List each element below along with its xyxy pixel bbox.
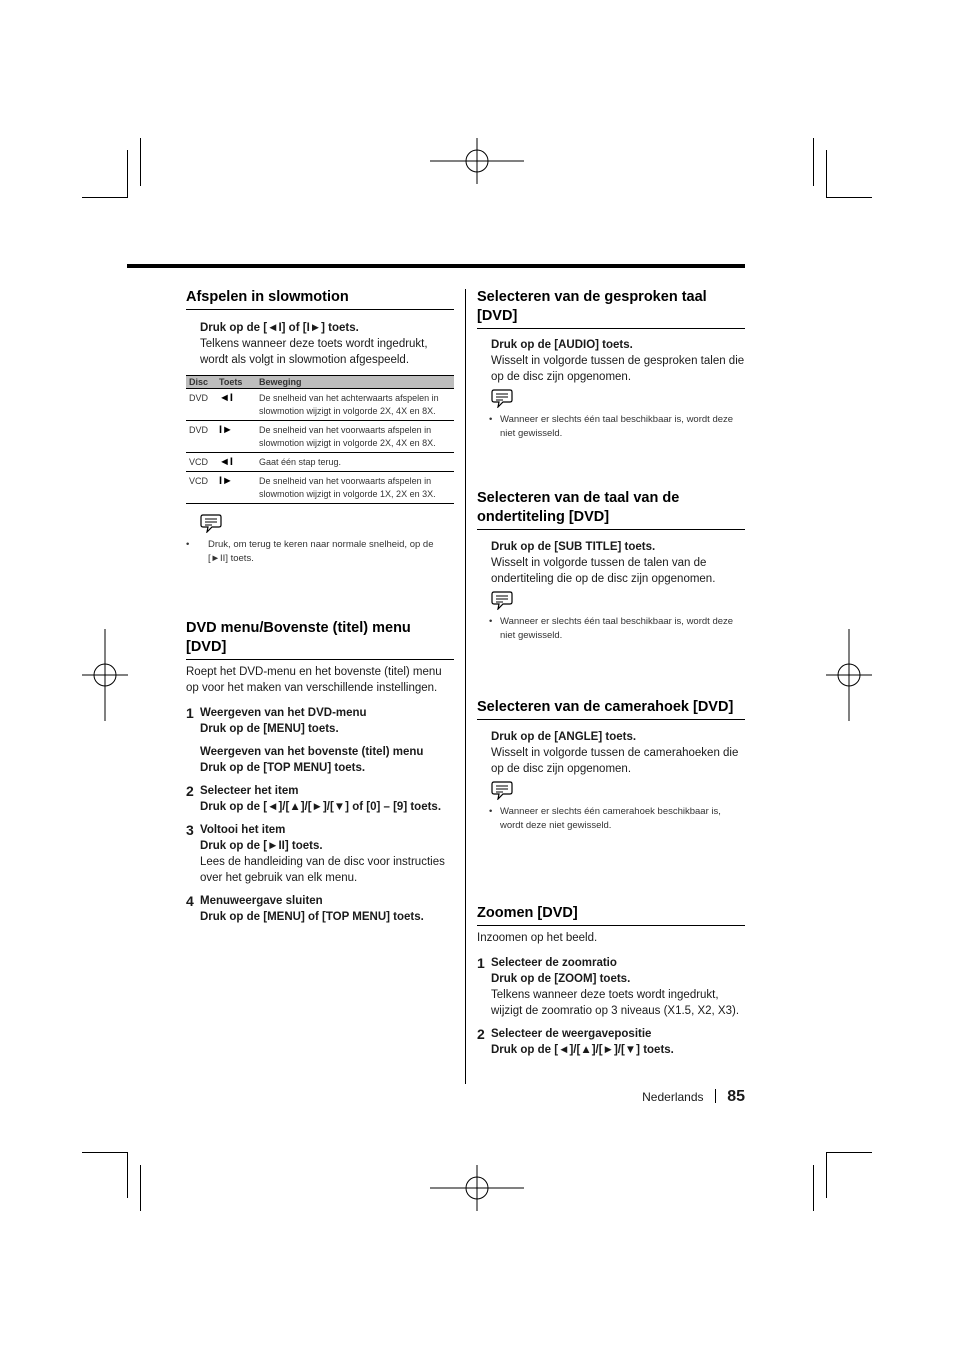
- slowmotion-table: [186, 375, 454, 504]
- cell-disc: VCD: [186, 453, 216, 472]
- step-title: Weergeven van het DVD-menu: [200, 707, 367, 719]
- cell-key: I►: [216, 421, 256, 453]
- note-icon: [491, 780, 745, 805]
- step-1: [186, 705, 454, 737]
- cell-key: ◄I: [216, 453, 256, 472]
- cell-disc: DVD: [186, 389, 216, 421]
- table-header: [186, 376, 454, 389]
- description: Wisselt in volgorde tussen de talen van de ondertiteling die op de disc zijn opgenomen.: [491, 557, 716, 585]
- description: Telkens wanneer deze toets wordt ingedrukt, wordt als volgt in slowmotion afgespeeld.: [200, 338, 428, 366]
- step-title: Weergeven van het bovenste (titel) menu: [200, 746, 424, 758]
- step-title: Menuweergave sluiten: [200, 895, 323, 907]
- intro: Roept het DVD-menu en het bovenste (titel) menu op voor het maken van verschillende instellingen.: [186, 666, 442, 694]
- registration-mark-bottom: [430, 1165, 524, 1211]
- section-audio-language: [477, 288, 745, 441]
- section-title: Zoomen [DVD]: [477, 904, 745, 926]
- section-title: Selecteren van de gesproken taal [DVD]: [477, 288, 745, 329]
- note-content: Wanneer er slechts één taal beschikbaar is, wordt deze niet gewisseld.: [500, 616, 734, 641]
- step-number: 4: [186, 893, 194, 909]
- registration-mark-top: [430, 138, 524, 184]
- note-content: Druk, om terug te keren naar normale snelheid, op de [►II] toets.: [208, 539, 434, 564]
- step-line: Druk op de [►II] toets.: [200, 840, 323, 852]
- step-2: [186, 783, 454, 815]
- cell-movement: De snelheid van het voorwaarts afspelen in slowmotion wijzigt in volgorde 1X, 2X en 3X.: [256, 472, 454, 504]
- step-extra: Lees de handleiding van de disc voor instructies over het gebruik van elk menu.: [200, 856, 445, 884]
- cell-movement: De snelheid van het achterwaarts afspelen in slowmotion wijzigt in volgorde 2X, 4X en 8X.: [256, 389, 454, 421]
- press-instruction: Druk op de [AUDIO] toets.: [491, 339, 633, 351]
- section-title: Selecteren van de taal van de ondertiteling [DVD]: [477, 489, 745, 530]
- section-dvd-menu: [186, 619, 454, 925]
- step-title: Selecteer de zoomratio: [491, 957, 617, 969]
- step-line: Druk op de [◄]/[▲]/[►]/[▼] of [0] – [9] toets.: [200, 801, 442, 813]
- step-line: Druk op de [◄]/[▲]/[►]/[▼] toets.: [491, 1044, 674, 1056]
- note-icon: [491, 590, 745, 615]
- registration-mark-left: [82, 629, 128, 721]
- page-footer: [620, 1088, 745, 1106]
- header-key: Toets: [216, 376, 256, 389]
- cell-movement: Gaat één stap terug.: [256, 453, 454, 472]
- note-icon: [200, 513, 454, 538]
- note-text: • Wanneer er slechts één taal beschikbaar is, wordt deze niet gewisseld.: [477, 615, 745, 643]
- section-title: DVD menu/Bovenste (titel) menu [DVD]: [186, 619, 454, 660]
- table-row: [186, 472, 454, 504]
- press-instruction: Druk op de [ANGLE] toets.: [491, 731, 637, 743]
- table-row: [186, 453, 454, 472]
- header-rule: [127, 264, 745, 268]
- table-row: [186, 421, 454, 453]
- step-1: [477, 955, 745, 1019]
- note-text: • Wanneer er slechts één taal beschikbaar is, wordt deze niet gewisseld.: [477, 413, 745, 441]
- section-title: Selecteren van de camerahoek [DVD]: [477, 698, 745, 720]
- note-icon: [491, 388, 745, 413]
- page-number: 85: [727, 1088, 745, 1105]
- step-extra: Telkens wanneer deze toets wordt ingedrukt, wijzigt de zoomratio op 3 niveaus (X1.5, X2, X3).: [491, 989, 740, 1017]
- section-subtitle-language: [477, 489, 745, 643]
- intro: Inzoomen op het beeld.: [477, 932, 598, 944]
- section-title: Afspelen in slowmotion: [186, 288, 454, 310]
- step-line: Druk op de [ZOOM] toets.: [491, 973, 631, 985]
- description: Wisselt in volgorde tussen de camerahoeken die op de disc zijn opgenomen.: [491, 747, 739, 775]
- note-text: • Druk, om terug te keren naar normale snelheid, op de [►II] toets.: [186, 538, 454, 566]
- cell-disc: DVD: [186, 421, 216, 453]
- step-2: [477, 1026, 745, 1058]
- section-camera-angle: [477, 698, 745, 833]
- header-movement: Beweging: [256, 376, 454, 389]
- press-instruction: Druk op de [◄I] of [I►] toets.: [200, 322, 359, 334]
- note-content: Wanneer er slechts één camerahoek beschikbaar is, wordt deze niet gewisseld.: [500, 806, 721, 831]
- footer-divider: [715, 1089, 716, 1103]
- step-number: 2: [477, 1026, 485, 1042]
- table-row: [186, 389, 454, 421]
- column-divider: [465, 289, 466, 1084]
- section-slowmotion: [186, 288, 454, 566]
- step-line: Druk op de [MENU] toets.: [200, 723, 339, 735]
- description: Wisselt in volgorde tussen de gesproken talen die op de disc zijn opgenomen.: [491, 355, 745, 383]
- footer-language: Nederlands: [642, 1090, 704, 1104]
- cell-key: I►: [216, 472, 256, 504]
- note-content: Wanneer er slechts één taal beschikbaar is, wordt deze niet gewisseld.: [500, 414, 734, 439]
- cell-disc: VCD: [186, 472, 216, 504]
- step-line: Druk op de [MENU] of [TOP MENU] toets.: [200, 911, 424, 923]
- step-line: Druk op de [TOP MENU] toets.: [200, 762, 366, 774]
- step-1b: [186, 744, 454, 776]
- step-title: Voltooi het item: [200, 824, 286, 836]
- step-number: 2: [186, 783, 194, 799]
- press-instruction: Druk op de [SUB TITLE] toets.: [491, 541, 656, 553]
- header-disc: Disc: [186, 376, 216, 389]
- step-title: Selecteer de weergavepositie: [491, 1028, 652, 1040]
- section-zoom: [477, 904, 745, 1058]
- step-title: Selecteer het item: [200, 785, 299, 797]
- registration-mark-right: [826, 629, 872, 721]
- step-number: 1: [186, 705, 194, 721]
- step-4: [186, 893, 454, 925]
- cell-key: ◄I: [216, 389, 256, 421]
- step-3: [186, 822, 454, 886]
- note-text: • Wanneer er slechts één camerahoek beschikbaar is, wordt deze niet gewisseld.: [477, 805, 745, 833]
- cell-movement: De snelheid van het voorwaarts afspelen in slowmotion wijzigt in volgorde 2X, 4X en 8X.: [256, 421, 454, 453]
- step-number: 1: [477, 955, 485, 971]
- step-number: 3: [186, 822, 194, 838]
